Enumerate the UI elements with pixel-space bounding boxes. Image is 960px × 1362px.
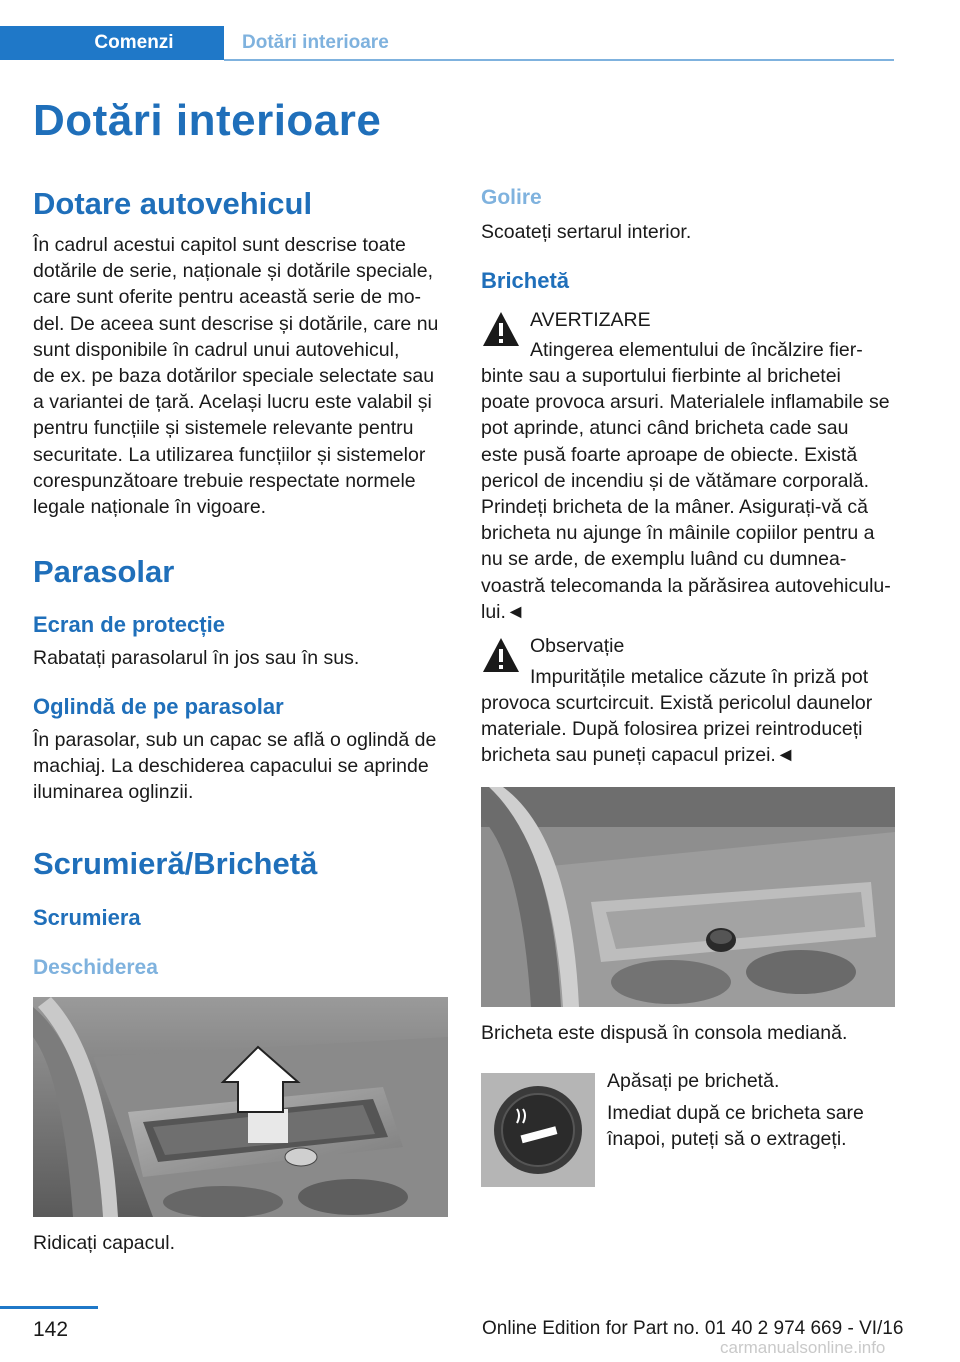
text-line: pentru funcțiile și sistemele relevante pentru [33, 417, 414, 440]
footer-rule [0, 1306, 98, 1309]
note-body [481, 690, 901, 769]
text-line: de ex. pe baza dotărilor speciale selectate sau [33, 365, 435, 388]
golire-body: Scoateți sertarul interior. [481, 221, 692, 243]
text-line: securitate. La utilizarea funcțiilor și sistemelor [33, 443, 426, 466]
text-line: înapoi, puteți să o extrageți. [607, 1128, 847, 1151]
note-triangle-icon [481, 636, 521, 674]
text-line: Imediat după ce bricheta sare [607, 1102, 864, 1124]
ecran-body: Rabatați parasolarul în jos sau în sus. [33, 647, 360, 669]
subsection-title-bricheta: Brichetă [481, 268, 570, 293]
text-line: corespunzătoare trebuie respectate normele [33, 469, 416, 492]
text-line: sunt disponibile în cadrul unui autovehicul, [33, 338, 400, 361]
oglinda-body [33, 727, 453, 806]
text-line: În parasolar, sub un capac se află o oglindă de [33, 729, 437, 751]
page-title: Dotări interioare [33, 96, 382, 145]
text-line: a variantei de țară. Același lucru este valabil și [33, 391, 432, 414]
text-line: voastră telecomanda la părăsirea autovehiculu‐ [481, 574, 891, 597]
edition-text: Online Edition for Part no. 01 40 2 974 669 - VI/16 [482, 1318, 904, 1339]
text-line: pericol de incendiu și de vătămare corporală. [481, 469, 870, 492]
subsection-title-scrumiera: Scrumiera [33, 905, 141, 930]
warning-label: AVERTIZARE [530, 309, 651, 331]
lighter-button-photo [481, 1073, 595, 1187]
text-line: del. De aceea sunt descrise și dotările, care nu [33, 312, 439, 335]
after-instruction [607, 1100, 897, 1152]
chapter-tabbar [0, 0, 960, 62]
ashtray-photo [33, 997, 448, 1217]
warning-first-line: Atingerea elementului de încălzire fier‐ [530, 339, 863, 361]
text-line: În cadrul acestui capitol sunt descrise toate [33, 234, 406, 256]
text-line: poate provoca arsuri. Materialele inflamabile se [481, 391, 890, 414]
text-line: legale naționale în vigoare. [33, 496, 267, 519]
warning-triangle-icon [481, 310, 521, 348]
text-line: lui.◄ [481, 600, 526, 623]
text-line: este pusă foarte aproape de obiecte. Există [481, 443, 858, 466]
text-line: care sunt oferite pentru această serie de mo‐ [33, 286, 422, 309]
ashtray-caption: Ridicați capacul. [33, 1232, 175, 1254]
note-label: Observație [530, 635, 625, 657]
section-title-parasolar: Parasolar [33, 554, 175, 589]
watermark: carmanualsonline.info [720, 1338, 886, 1357]
text-line: provoca scurtcircuit. Există pericolul daunelor [481, 692, 873, 714]
section-title-scrumiera-bricheta: Scrumieră/Brichetă [33, 846, 318, 881]
lighter-console-photo [481, 787, 895, 1007]
subsection-title-oglinda: Oglindă de pe parasolar [33, 694, 284, 719]
page-number: 142 [33, 1318, 69, 1341]
text-line: Prindeți bricheta de la mâner. Asigurați-vă că [481, 496, 868, 519]
warning-body [481, 363, 901, 625]
text-line: bricheta sau puneți capacul prizei.◄ [481, 744, 796, 767]
text-line: nu se arde, de exemplu luând cu dumnea‐ [481, 548, 847, 571]
subsection-title-golire: Golire [481, 186, 542, 209]
text-line: iluminarea oglinzii. [33, 781, 194, 804]
tab-dotari-interioare[interactable]: Dotări interioare [242, 32, 389, 53]
text-line: bricheta nu ajunge în mâinile copiilor pentru a [481, 522, 875, 545]
subsection-title-deschiderea: Deschiderea [33, 956, 158, 979]
dotare-body [33, 232, 453, 520]
text-line: dotările de serie, naționale și dotările speciale, [33, 260, 433, 283]
subsection-title-ecran: Ecran de protecție [33, 612, 225, 637]
tab-divider-line [224, 59, 894, 61]
text-line: materiale. După folosirea prizei reintroduceți [481, 718, 863, 741]
text-line: machiaj. La deschiderea capacului se aprinde [33, 755, 429, 778]
text-line: pot aprinde, atunci când bricheta cade sau [481, 417, 849, 440]
lighter-caption: Bricheta este dispusă în consola mediană. [481, 1022, 848, 1044]
note-first-line: Impuritățile metalice căzute în priză pot [530, 666, 869, 688]
text-line: binte sau a suportului fierbinte al brichetei [481, 365, 841, 387]
tab-comenzi[interactable]: Comenzi [0, 26, 224, 60]
section-title-dotare: Dotare autovehicul [33, 186, 313, 221]
press-instruction: Apăsați pe brichetă. [607, 1070, 780, 1092]
